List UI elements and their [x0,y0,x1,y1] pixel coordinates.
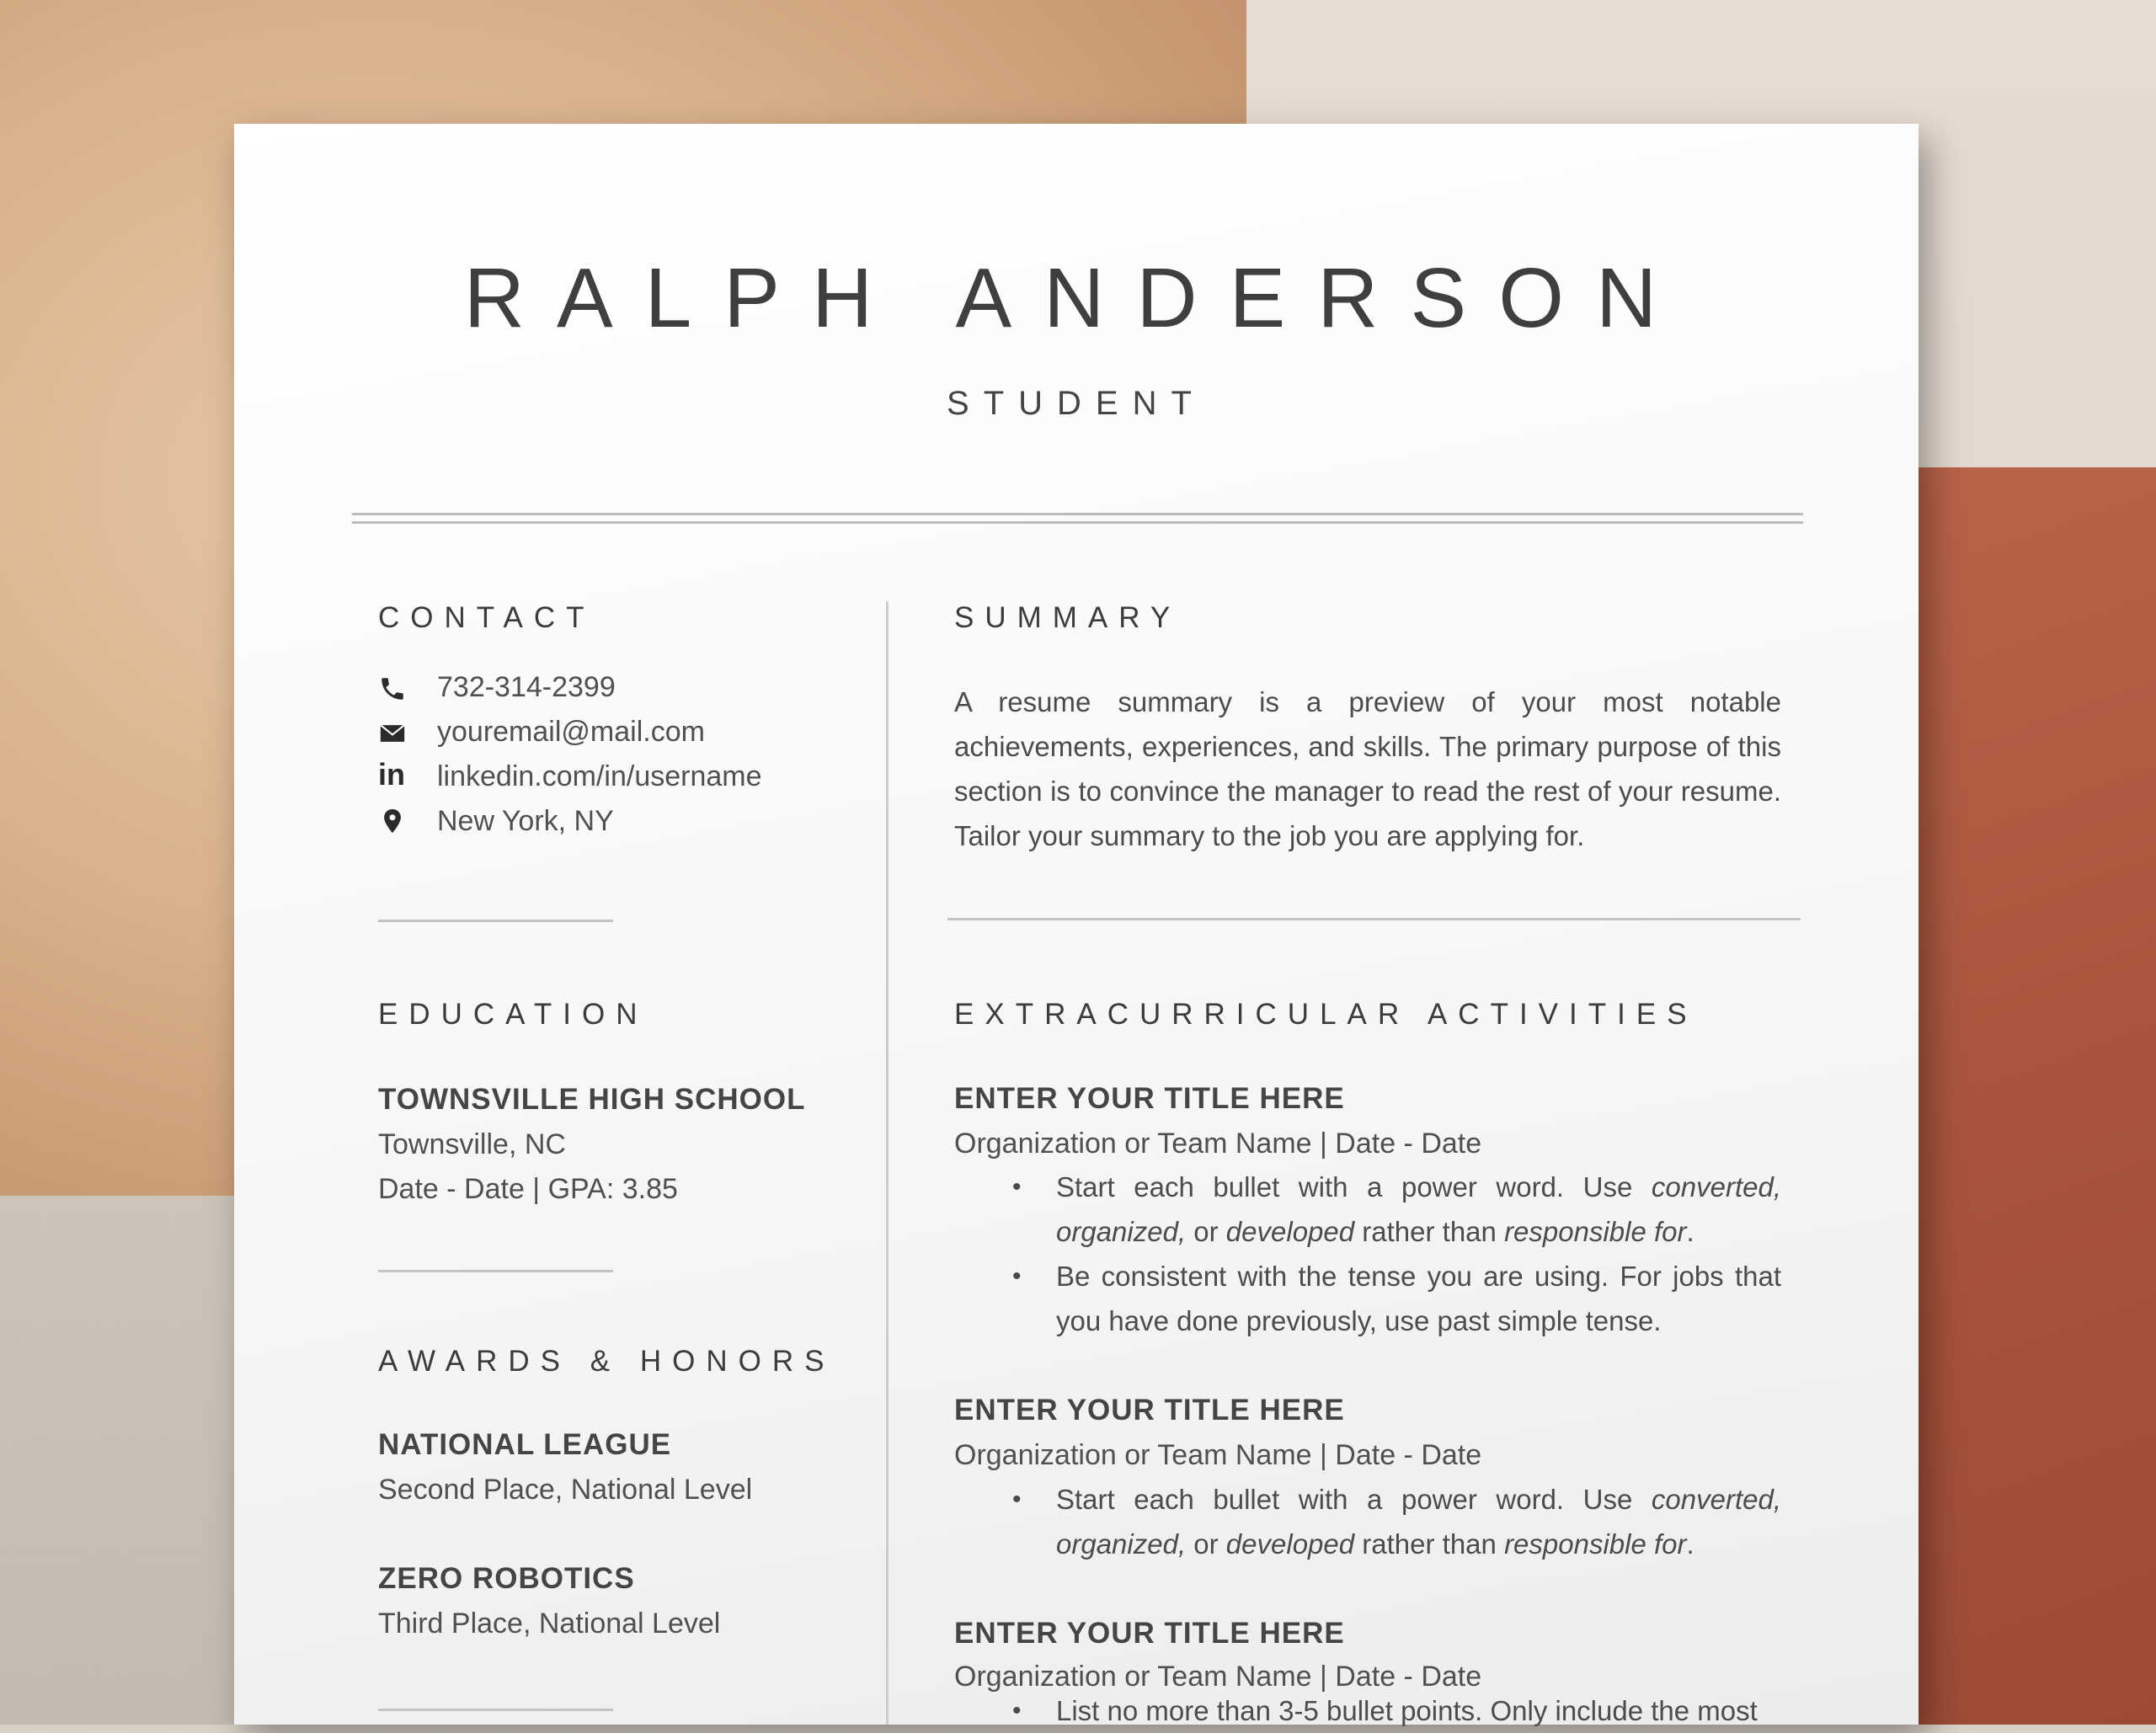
section-divider [378,920,613,922]
activity-bullet: Start each bullet with a power word. Use converted, organized, or developed rather than responsible for. [1056,1484,1781,1560]
column-divider [886,601,889,1725]
education-heading: EDUCATION [378,998,648,1031]
school-details: Date - Date | GPA: 3.85 [378,1173,678,1205]
contact-heading: CONTACT [378,601,595,634]
email-icon [378,719,407,748]
location-pin-icon [378,807,407,835]
section-divider [947,918,1801,920]
activity-title: ENTER YOUR TITLE HERE [954,1394,1345,1426]
activity-org: Organization or Team Name | Date - Date [954,1439,1482,1471]
header-divider [352,513,1803,515]
section-divider [378,1709,613,1711]
contact-location: New York, NY [437,805,614,837]
bullet-icon: • [1012,1697,1022,1725]
activity-title: ENTER YOUR TITLE HERE [954,1082,1345,1115]
activity-org: Organization or Team Name | Date - Date [954,1661,1482,1693]
contact-linkedin: linkedin.com/in/username [437,760,762,792]
resume-page [234,124,1919,1725]
contact-phone: 732-314-2399 [437,671,616,703]
award-detail: Second Place, National Level [378,1474,753,1506]
contact-email: youremail@mail.com [437,716,705,748]
award-title: ZERO ROBOTICS [378,1562,635,1595]
phone-icon [378,675,407,703]
bullet-icon: • [1012,1485,1022,1513]
summary-text: A resume summary is a preview of your most notable achievements, experiences, and skills. The primary purpose of this section is to convince the manager to read the rest of your resume. Tailor your summary to the job you are applying for. [954,686,1781,851]
school-name: TOWNSVILLE HIGH SCHOOL [378,1083,806,1116]
school-location: Townsville, NC [378,1128,566,1160]
activity-bullet: Start each bullet with a power word. Use converted, organized, or developed rather than responsible for. [1056,1171,1781,1247]
linkedin-icon: in [378,757,405,792]
activity-title: ENTER YOUR TITLE HERE [954,1617,1345,1650]
award-detail: Third Place, National Level [378,1608,721,1640]
award-title: NATIONAL LEAGUE [378,1428,672,1461]
activities-heading: EXTRACURRICULAR ACTIVITIES [954,998,1698,1031]
resume-title: STUDENT [947,385,1206,422]
bullet-icon: • [1012,1173,1022,1201]
header-divider [352,521,1803,524]
activity-org: Organization or Team Name | Date - Date [954,1128,1482,1160]
summary-heading: SUMMARY [954,601,1182,634]
activity-bullet: List no more than 3-5 bullet points. Only include the most [1056,1695,1758,1726]
activity-bullet: Be consistent with the tense you are using. For jobs that you have done previously, use past simple tense. [1056,1261,1781,1336]
section-divider [378,1270,613,1272]
bullet-icon: • [1012,1262,1022,1290]
awards-heading: AWARDS & HONORS [378,1345,835,1378]
resume-name: RALPH ANDERSON [463,251,1689,345]
